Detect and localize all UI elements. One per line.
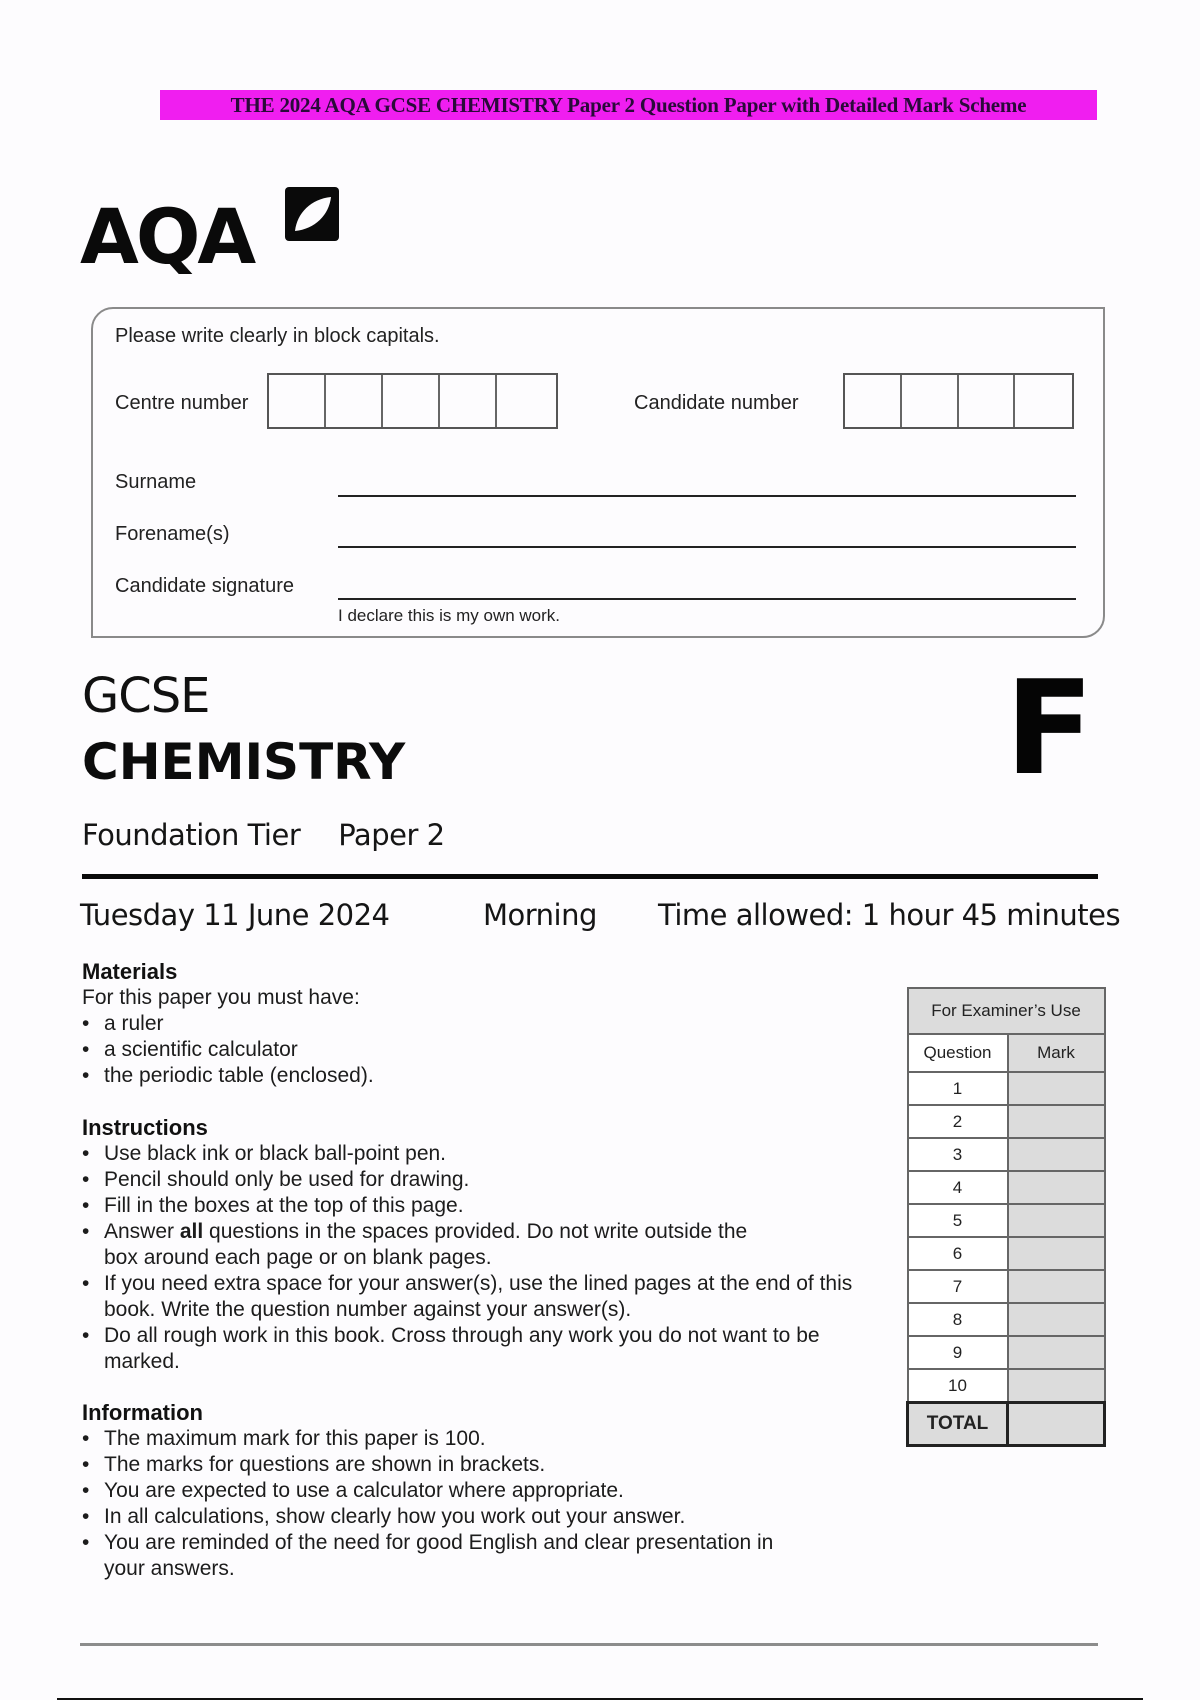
forenames-field[interactable] (338, 546, 1076, 548)
centre-number-label: Centre number (115, 392, 249, 414)
materials-list (82, 1011, 782, 1089)
table-row (908, 1171, 1105, 1204)
instruction-item: • Do all rough work in this book. Cross through any work you do not want to be marked. (82, 1323, 824, 1375)
question-number: 8 (908, 1303, 1008, 1336)
time-allowed: Time allowed: 1 hour 45 minutes (658, 898, 1121, 932)
candidate-number-input[interactable] (843, 373, 1074, 429)
materials-item: • the periodic table (enclosed). (82, 1063, 782, 1089)
declaration-text: I declare this is my own work. (338, 606, 561, 625)
exam-session: Morning (483, 898, 597, 932)
materials-item: • a scientific calculator (82, 1037, 782, 1063)
examiner-use-table (906, 987, 1106, 1447)
information-list (82, 1426, 802, 1582)
footer-divider (80, 1643, 1098, 1646)
table-row (908, 1336, 1105, 1369)
candidate-number-digit-box[interactable] (959, 375, 1016, 427)
instruction-emphasis: all (179, 1220, 204, 1243)
candidate-number-digit-box[interactable] (902, 375, 959, 427)
table-row (908, 1303, 1105, 1336)
subject-title: CHEMISTRY (82, 733, 406, 791)
mark-cell (1008, 1369, 1105, 1403)
title-divider (82, 874, 1098, 879)
question-number: 9 (908, 1336, 1008, 1369)
paper-label: Paper 2 (338, 818, 445, 852)
exam-date: Tuesday 11 June 2024 (80, 898, 390, 932)
forenames-label: Forename(s) (115, 523, 230, 545)
materials-section (82, 959, 782, 1089)
candidate-number-label: Candidate number (634, 392, 799, 414)
document-title-banner: THE 2024 AQA GCSE CHEMISTRY Paper 2 Question Paper with Detailed Mark Scheme (160, 90, 1097, 120)
candidate-number-digit-box[interactable] (845, 375, 902, 427)
instructions-section (82, 1115, 872, 1375)
mark-cell (1008, 1237, 1105, 1270)
instruction-text: Answer (104, 1220, 180, 1243)
block-capitals-instruction: Please write clearly in block capitals. (115, 325, 440, 347)
centre-number-digit-box[interactable] (269, 375, 326, 427)
information-heading: Information (82, 1400, 203, 1425)
question-number: 4 (908, 1171, 1008, 1204)
qualification-level: GCSE (82, 668, 210, 724)
question-number: 6 (908, 1237, 1008, 1270)
materials-item: • a ruler (82, 1011, 782, 1037)
table-row (908, 1105, 1105, 1138)
surname-label: Surname (115, 471, 197, 493)
instruction-text: questions in the spaces provided. Do not write outside the box around each page or on blank pages. (104, 1220, 748, 1269)
materials-intro: For this paper you must have: (82, 986, 360, 1009)
mark-cell (1008, 1171, 1105, 1204)
instruction-item: • Use black ink or black ball-point pen. (82, 1141, 872, 1167)
table-row (908, 1204, 1105, 1237)
question-number: 7 (908, 1270, 1008, 1303)
instructions-list (82, 1141, 872, 1375)
instruction-item: • Fill in the boxes at the top of this page. (82, 1193, 872, 1219)
information-item: • The marks for questions are shown in brackets. (82, 1452, 802, 1478)
centre-number-digit-box[interactable] (497, 375, 554, 427)
tier-letter: F (1005, 652, 1094, 804)
table-row (908, 1369, 1105, 1403)
aqa-logo-text: AQA (80, 192, 254, 281)
mark-cell (1008, 1204, 1105, 1237)
centre-number-input[interactable] (267, 373, 558, 429)
information-item: • You are expected to use a calculator where appropriate. (82, 1478, 802, 1504)
materials-heading: Materials (82, 959, 178, 984)
examiner-table-title: For Examiner’s Use (908, 988, 1105, 1034)
surname-field[interactable] (338, 495, 1076, 497)
centre-number-digit-box[interactable] (326, 375, 383, 427)
mark-cell (1008, 1072, 1105, 1105)
table-row (908, 1270, 1105, 1303)
total-mark-cell (1008, 1403, 1105, 1446)
question-column-header: Question (908, 1034, 1008, 1072)
question-number: 5 (908, 1204, 1008, 1237)
information-item: • You are reminded of the need for good English and clear presentation in your answers. (82, 1530, 794, 1582)
paper-subtitle (82, 818, 445, 852)
mark-cell (1008, 1105, 1105, 1138)
aqa-leaf-icon (283, 185, 341, 243)
instruction-item: • If you need extra space for your answer(s), use the lined pages at the end of this book. Write the question number against your answer(s). (82, 1271, 872, 1323)
centre-number-digit-box[interactable] (383, 375, 440, 427)
table-row (908, 1138, 1105, 1171)
table-row (908, 1237, 1105, 1270)
question-number: 10 (908, 1369, 1008, 1403)
information-item: • In all calculations, show clearly how you work out your answer. (82, 1504, 802, 1530)
question-number: 1 (908, 1072, 1008, 1105)
total-label: TOTAL (908, 1403, 1008, 1446)
table-row (908, 1072, 1105, 1105)
question-number: 2 (908, 1105, 1008, 1138)
signature-field[interactable] (338, 598, 1076, 600)
instructions-heading: Instructions (82, 1115, 208, 1140)
mark-cell (1008, 1336, 1105, 1369)
centre-number-digit-box[interactable] (440, 375, 497, 427)
instruction-item (82, 1219, 764, 1271)
mark-cell (1008, 1138, 1105, 1171)
candidate-details-box (91, 307, 1105, 638)
mark-column-header: Mark (1008, 1034, 1105, 1072)
tier-label: Foundation Tier (82, 818, 301, 852)
mark-cell (1008, 1303, 1105, 1336)
information-section (82, 1400, 802, 1582)
signature-label: Candidate signature (115, 575, 295, 597)
mark-cell (1008, 1270, 1105, 1303)
information-item: • The maximum mark for this paper is 100. (82, 1426, 802, 1452)
question-number: 3 (908, 1138, 1008, 1171)
candidate-number-digit-box[interactable] (1015, 375, 1072, 427)
total-row (908, 1403, 1105, 1446)
instruction-item: • Pencil should only be used for drawing. (82, 1167, 872, 1193)
